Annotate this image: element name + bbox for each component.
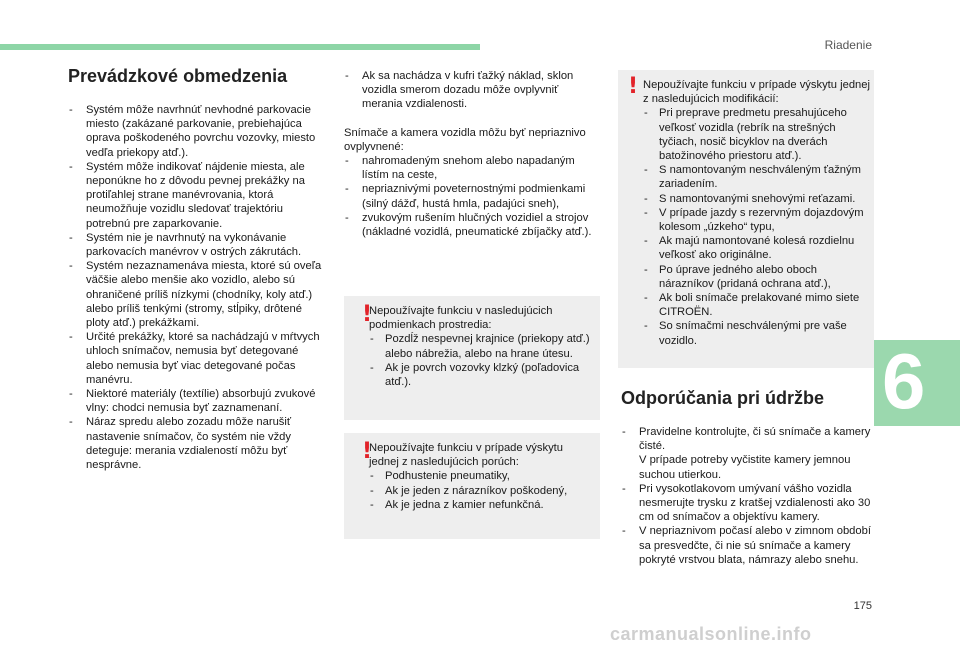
limit-item: - Určité prekážky, ktoré sa nachádzajú v mŕtvych uhloch snímačov, nemusia byť detegované alebo nemusia byť viac detegované počas manévru. [68,330,326,387]
sensor-condition-item: - nepriaznivými poveternostnými podmienkami (silný dážď, hustá hmla, padajúci sneh), [344,182,600,210]
warning-list [369,469,595,512]
warning-item: - Ak je jeden z nárazníkov poškodený, [369,484,595,498]
section-name: Riadenie [824,38,872,52]
warning-box-faults [344,433,600,539]
warning-item: - S namontovanými snehovými reťazami. [643,192,871,206]
exclamation-icon: ! [362,439,373,464]
sensors-list [344,154,600,239]
limit-item: - Niektoré materiály (textílie) absorbujú zvukové vlny: chodci nemusia byť zaznamenaní. [68,387,326,415]
maintenance-item [621,482,875,525]
warning-list [643,106,871,347]
load-list [344,69,600,112]
maintenance-line: - Pri vysokotlakovom umývaní vášho vozidla nesmerujte trysku z kratšej vzdialenosti ako 30 cm od snímačov a objektívu kamery. [639,482,871,524]
warning-intro: Nepoužívajte funkciu v nasledujúcich podmienkach prostredia: [369,305,553,332]
warning-list [369,332,595,389]
watermark: carmanualsonline.info [610,624,812,644]
load-item: - Ak sa nachádza v kufri ťažký náklad, sklon vozidla smerom dozadu môže ovplyvniť merania vzdialenosti. [344,69,600,112]
warning-intro: Nepoužívajte funkciu v prípade výskytu jednej z nasledujúcich porúch: [369,442,564,469]
limits-heading: Prevádzkové obmedzenia [68,66,288,86]
warning-item: - Ak boli snímače prelakované mimo siete CITROËN. [643,291,871,319]
warning-item: - Pozdĺž nespevnej krajnice (priekopy atď.) alebo nábrežia, alebo na hrane útesu. [369,332,595,360]
limit-item: - Systém nie je navrhnutý na vykonávanie parkovacích manévrov v ostrých zákrutách. [68,231,326,259]
warning-item: - Ak je jedna z kamier nefunkčná. [369,498,595,512]
limit-item: - Systém môže navrhnúť nevhodné parkovacie miesto (zakázané parkovanie, prebiehajúca oprava poškodeného povrchu vozovky, miesto vedľa priekopy atď.). [68,103,326,160]
limits-list [68,103,326,472]
maintenance-line: V prípade potreby vyčistite kamery jemnou suchou utierkou. [639,454,851,481]
limits-column [68,103,326,472]
exclamation-icon: ! [628,74,639,99]
maintenance-line: - Pravidelne kontrolujte, či sú snímače a kamery čisté. [639,426,871,453]
warning-item: - Pri preprave predmetu presahujúceho veľkosť vozidla (rebrík na strešných tyčiach, nosič bicyklov na dverách batožinového priestoru atď.). [643,106,871,163]
sensors-intro: Snímače a kamera vozidla môžu byť nepriaznivo ovplyvnené: [344,126,586,153]
sensor-condition-item: - zvukovým rušením hlučných vozidiel a strojov (nákladné vozidlá, pneumatické zbíjačky atď.). [344,211,600,239]
chapter-number: 6 [882,337,926,425]
warning-intro: Nepoužívajte funkciu v prípade výskytu jednej z nasledujúcich modifikácií: [643,79,870,106]
warning-item: - So snímačmi neschválenými pre vaše vozidlo. [643,319,871,347]
warning-item: - Po úprave jedného alebo oboch nárazníkov (pridaná ochrana atď.), [643,263,871,291]
warning-item: - Ak majú namontované kolesá rozdielnu veľkosť ako originálne. [643,234,871,262]
warning-box-modifications [618,70,874,368]
warning-box-environment [344,296,600,420]
warning-item: - V prípade jazdy s rezervným dojazdovým kolesom „úzkeho“ typu, [643,206,871,234]
middle-column [344,69,600,239]
header-accent-bar [0,44,480,50]
exclamation-icon: ! [362,302,373,327]
warning-item: - S namontovaným neschváleným ťažným zariadením. [643,163,871,191]
maintenance-heading: Odporúčania pri údržbe [621,388,825,408]
maintenance-item [621,425,875,482]
page-number: 175 [853,600,872,612]
limit-item: - Náraz spredu alebo zozadu môže narušiť nastavenie snímačov, čo systém nie vždy deteguje: merania vzdialeností môžu byť nesprávne. [68,415,326,472]
maintenance-item [621,524,875,567]
chapter-tab [874,337,960,426]
warning-item: - Ak je povrch vozovky klzký (poľadovica atď.). [369,361,595,389]
maintenance-list [621,425,875,567]
maintenance-column [621,425,875,567]
warning-item: - Podhustenie pneumatiky, [369,469,595,483]
limit-item: - Systém nezaznamenáva miesta, ktoré sú oveľa väčšie alebo menšie ako vozidlo, alebo sú ohraničené príliš nízkymi (chodníky, koly atď.) alebo príliš tenkými (stromy, stĺpiky, drôtené ploty atď.) prekážkami. [68,259,326,330]
maintenance-line: - V nepriaznivom počasí alebo v zimnom období sa presvedčte, či nie sú snímače a kamery pokryté vrstvou blata, námrazy alebo snehu. [639,525,871,566]
limit-item: - Systém môže indikovať nájdenie miesta, ale neponúkne ho z dôvodu pevnej prekážky na protiľahlej strane manévrovania, ktorá neumožňuje vozidlu sledovať trajektóriu potrebnú pre zaparkovanie. [68,160,326,231]
sensor-condition-item: - nahromadeným snehom alebo napadaným lístím na ceste, [344,154,600,182]
